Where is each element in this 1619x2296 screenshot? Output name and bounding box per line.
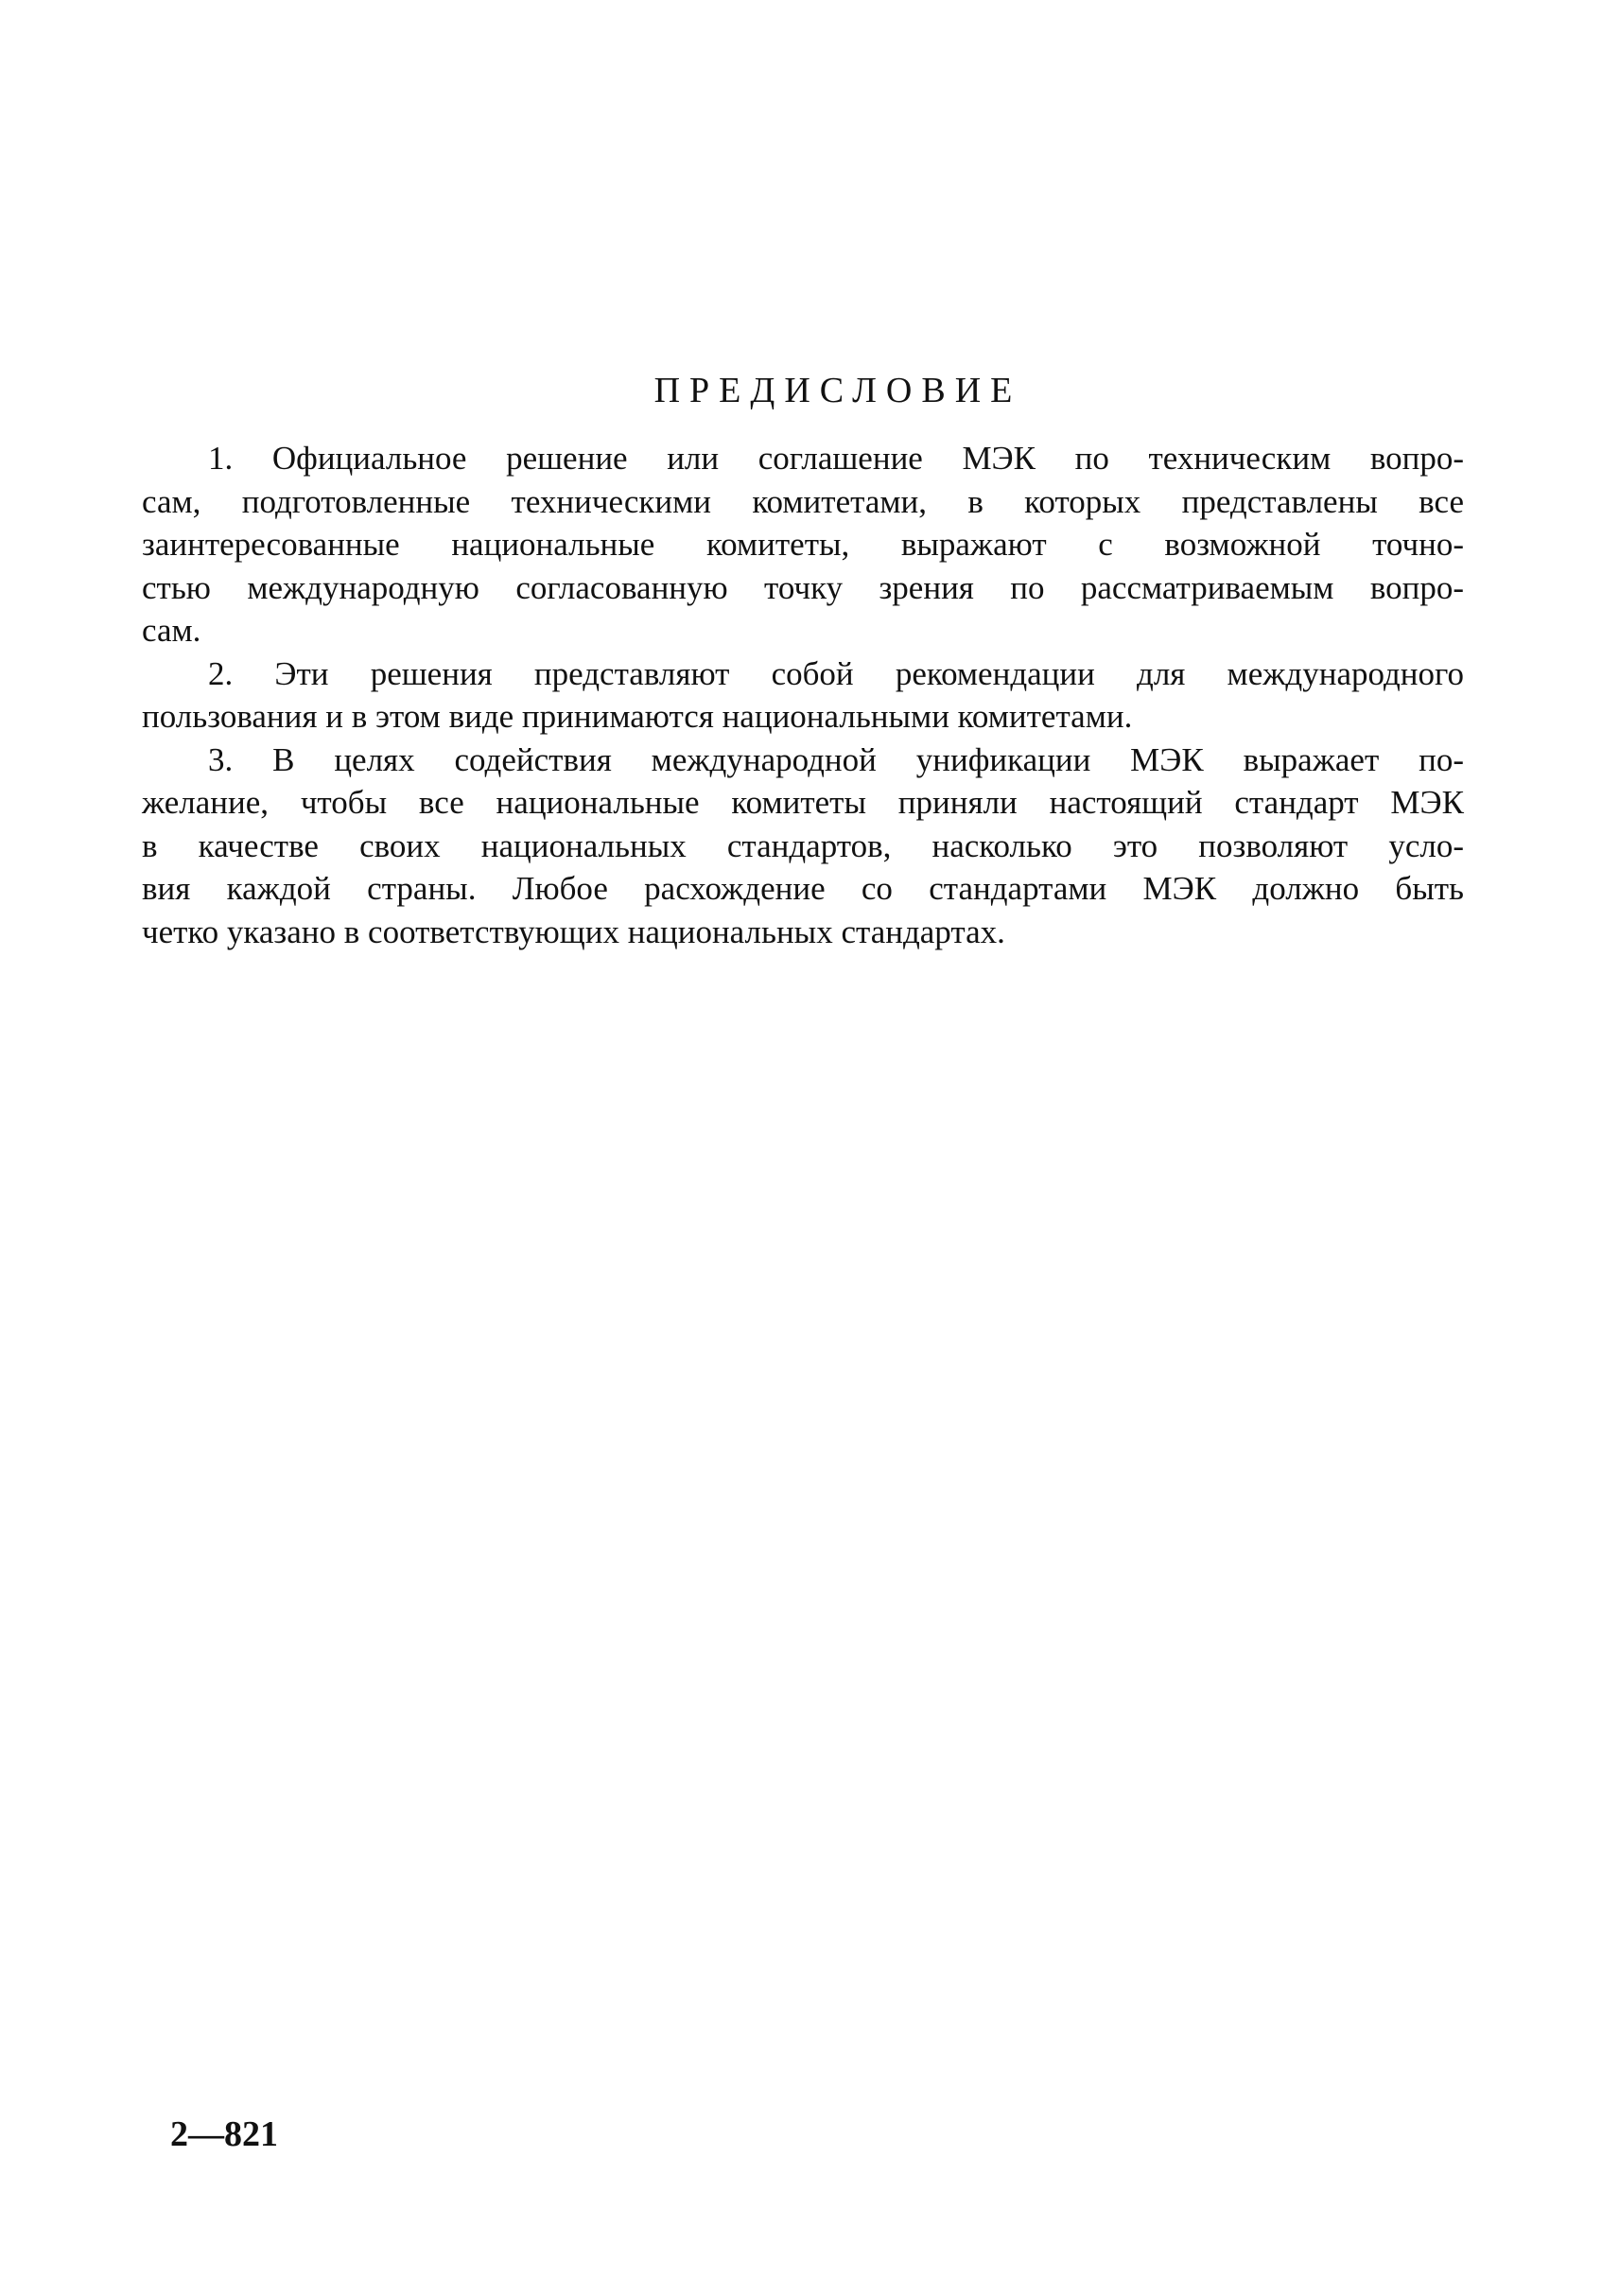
text-line: 1. Официальное решение или соглашение МЭК по техническим вопро-	[208, 440, 1464, 477]
paragraph-3	[142, 739, 1464, 954]
text-line: в качестве своих национальных стандартов, насколько это позволяют усло-	[142, 826, 1464, 864]
text-line: пользования и в этом виде принимаются национальными комитетами.	[142, 698, 1133, 735]
preface-body	[142, 437, 1464, 953]
page-signature: 2—821	[170, 2114, 278, 2154]
text-line: сам, подготовленные техническими комитетами, в которых представлены все	[142, 482, 1464, 520]
text-line: вия каждой страны. Любое расхождение со стандартами МЭК должно быть	[142, 870, 1464, 907]
paragraph-2	[142, 652, 1464, 739]
text-line: 3. В целях содействия международной унификации МЭК выражает по-	[208, 740, 1464, 778]
text-line: 2. Эти решения представляют собой рекомендации для международного	[208, 654, 1464, 692]
page-title: ПРЕДИСЛОВИЕ	[653, 371, 1022, 410]
text-line: стью международную согласованную точку зрения по рассматриваемым вопро-	[142, 568, 1464, 606]
text-line: желание, чтобы все национальные комитеты приняли настоящий стандарт МЭК	[142, 784, 1464, 821]
text-line: сам.	[142, 612, 201, 649]
text-line: заинтересованные национальные комитеты, выражают с возможной точно-	[142, 526, 1464, 563]
paragraph-1	[142, 437, 1464, 652]
text-line: четко указано в соответствующих национальных стандартах.	[142, 913, 1005, 950]
